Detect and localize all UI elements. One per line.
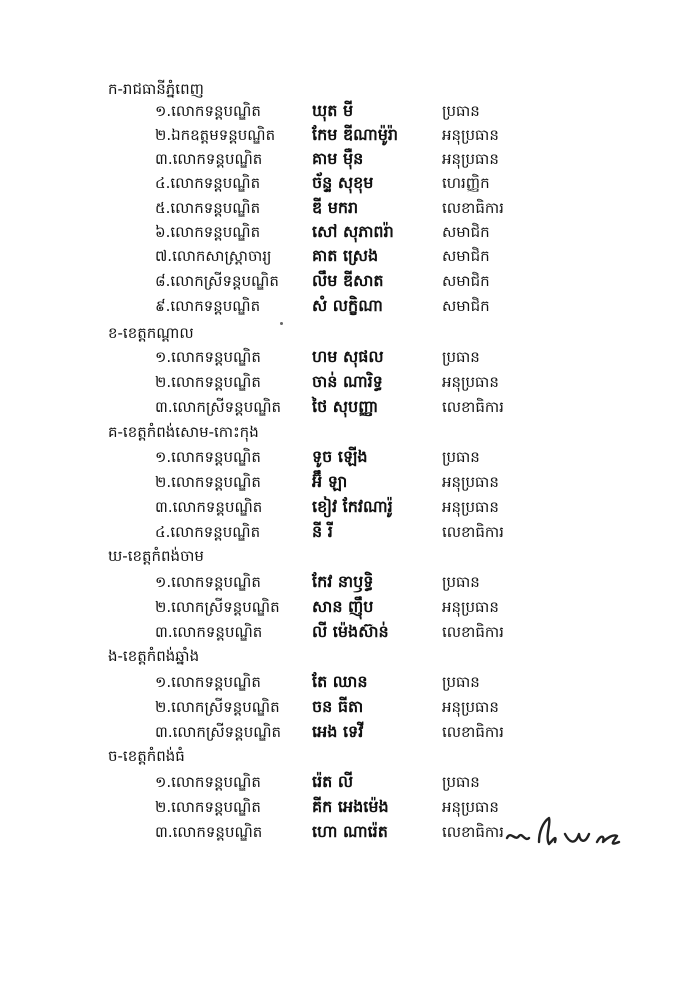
member-role: អនុប្រធាន (442, 473, 499, 491)
member-title: ១.លោកទន្តបណ្ឌិត (155, 348, 261, 366)
member-role: សមាជិក (442, 272, 490, 290)
member-name: អេង ទេវី (312, 722, 364, 741)
member-row (0, 471, 694, 493)
member-name: គាត ស្រេង (312, 246, 379, 265)
member-name: សំ លក្ខិណា (312, 296, 383, 315)
member-row (0, 596, 694, 618)
member-title: ១.លោកទន្តបណ្ឌិត (155, 773, 261, 791)
member-name: គីក អេងម៉េង (312, 797, 389, 816)
member-row (0, 100, 694, 122)
member-name: ខៀវ កែវណារ៉ូ (312, 497, 393, 516)
member-role: លេខាធិការ (442, 623, 504, 641)
member-row (0, 172, 694, 194)
member-title: ២.លោកទន្តបណ្ឌិត (155, 798, 261, 816)
member-row (0, 446, 694, 468)
member-row (0, 245, 694, 267)
member-title: ៨.លោកស្រីទន្តបណ្ឌិត (155, 272, 279, 290)
member-role: លេខាធិការ (442, 823, 504, 841)
member-name: តែ ឈាន (312, 672, 368, 691)
member-title: ៣.លោកទន្តបណ្ឌិត (155, 498, 263, 516)
member-row (0, 621, 694, 643)
member-name: ទូច ឡើង (312, 447, 368, 466)
member-row (0, 197, 694, 219)
member-title: ៤.លោកទន្តបណ្ឌិត (155, 523, 261, 541)
member-title: ៩.លោកទន្តបណ្ឌិត (155, 297, 261, 315)
member-row (0, 346, 694, 368)
member-role: សមាជិក (442, 223, 490, 241)
member-name: នី រី (312, 522, 333, 541)
member-title: ៦.លោកទន្តបណ្ឌិត (155, 223, 261, 241)
member-role: ប្រធាន (442, 102, 480, 120)
member-title: ២.លោកស្រីទន្តបណ្ឌិត (155, 698, 280, 716)
member-row (0, 295, 694, 317)
member-name: រ៉េត លី (312, 772, 354, 791)
member-name: ចាន់ ណារិទ្ធ (312, 372, 383, 391)
member-role: សមាជិក (442, 247, 490, 265)
member-name: កែម ឌីណាម៉ូរ៉ា (312, 125, 399, 144)
section-heading-kampong-som-koh-kong: គ-ខេត្តកំពង់សោម-កោះកុង (108, 423, 259, 441)
member-role: អនុប្រធាន (442, 698, 499, 716)
member-row (0, 221, 694, 243)
member-role: លេខាធិការ (442, 723, 504, 741)
member-role: លេខាធិការ (442, 398, 504, 416)
member-title: ១.លោកទន្តបណ្ឌិត (155, 102, 261, 120)
member-row (0, 696, 694, 718)
member-row (0, 148, 694, 170)
member-role: អនុប្រធាន (442, 126, 499, 144)
member-role: សមាជិក (442, 297, 490, 315)
member-title: ១.លោកទន្តបណ្ឌិត (155, 673, 261, 691)
member-role: ប្រធាន (442, 673, 480, 691)
member-name: គាម ម៉ឺន (312, 149, 364, 168)
member-title: ២.ឯកឧត្តមទន្តបណ្ឌិត (155, 126, 276, 144)
handwritten-signature (505, 812, 625, 852)
member-row (0, 721, 694, 743)
member-role: អនុប្រធាន (442, 798, 499, 816)
section-heading-kampong-chhnang: ង-ខេត្តកំពង់ឆ្នាំង (108, 647, 200, 665)
member-title: ១.លោកទន្តបណ្ឌិត (155, 573, 261, 591)
member-title: ៤.លោកទន្តបណ្ឌិត (155, 174, 261, 192)
member-row (0, 396, 694, 418)
member-title: ១.លោកទន្តបណ្ឌិត (155, 448, 261, 466)
member-name: ហម សុផល (312, 347, 384, 366)
member-name: ឌី មករា (312, 198, 359, 217)
member-name: លី ម៉េងស៊ាន់ (312, 622, 389, 641)
member-role: លេខាធិការ (442, 523, 504, 541)
member-role: អនុប្រធាន (442, 150, 499, 168)
member-name: កែវ នាឫទ្ធិ (312, 572, 374, 591)
member-name: លឹម ឌីសាត (312, 271, 384, 290)
section-heading-kampong-cham: ឃ-ខេត្តកំពង់ចាម (108, 547, 204, 565)
member-role: អនុប្រធាន (442, 598, 499, 616)
section-heading-kandal: ខ-ខេត្តកណ្តាល (108, 324, 194, 342)
member-row (0, 371, 694, 393)
member-row (0, 124, 694, 146)
member-title: ៥.លោកទន្តបណ្ឌិត (155, 199, 261, 217)
member-name: សៅ សុភាពរ៉ា (312, 222, 394, 241)
member-title: ៣.លោកទន្តបណ្ឌិត (155, 823, 263, 841)
member-title: ៣.លោកស្រីទន្តបណ្ឌិត (155, 723, 282, 741)
member-role: អនុប្រធាន (442, 498, 499, 516)
scan-speck (280, 322, 283, 325)
member-title: ២.លោកស្រីទន្តបណ្ឌិត (155, 598, 280, 616)
member-name: ឃុត មី (312, 101, 354, 120)
member-row (0, 671, 694, 693)
member-title: ៣.លោកស្រីទន្តបណ្ឌិត (155, 398, 282, 416)
member-role: ហេរញ្ញិក (442, 174, 490, 192)
member-title: ៧.លោកសាស្រ្តាចារ្យ (155, 247, 272, 265)
member-title: ៣.លោកទន្តបណ្ឌិត (155, 623, 263, 641)
member-title: ២.លោកទន្តបណ្ឌិត (155, 373, 261, 391)
member-name: ចន ធីតា (312, 697, 364, 716)
member-row (0, 496, 694, 518)
member-name: ច័ន្ទ សុខុម (312, 173, 374, 192)
member-role: ប្រធាន (442, 773, 480, 791)
member-role: ប្រធាន (442, 348, 480, 366)
member-row (0, 771, 694, 793)
section-heading-kampong-thom: ច-ខេត្តកំពង់ធំ (108, 747, 185, 765)
section-heading-phnom-penh: ក-រាជធានីភ្នំពេញ (108, 80, 204, 98)
member-title: ៣.លោកទន្តបណ្ឌិត (155, 150, 263, 168)
member-role: ប្រធាន (442, 448, 480, 466)
member-role: អនុប្រធាន (442, 373, 499, 391)
member-role: លេខាធិការ (442, 199, 504, 217)
member-row (0, 521, 694, 543)
member-name: អ៊ឹ ឡា (312, 472, 348, 491)
member-row (0, 270, 694, 292)
member-name: សាន ញ៉ឹប (312, 597, 374, 616)
member-name: ថៃ សុបញ្ញា (312, 397, 379, 416)
member-row (0, 571, 694, 593)
member-title: ២.លោកទន្តបណ្ឌិត (155, 473, 261, 491)
member-name: ហោ ណារ៉េត (312, 822, 388, 841)
member-role: ប្រធាន (442, 573, 480, 591)
